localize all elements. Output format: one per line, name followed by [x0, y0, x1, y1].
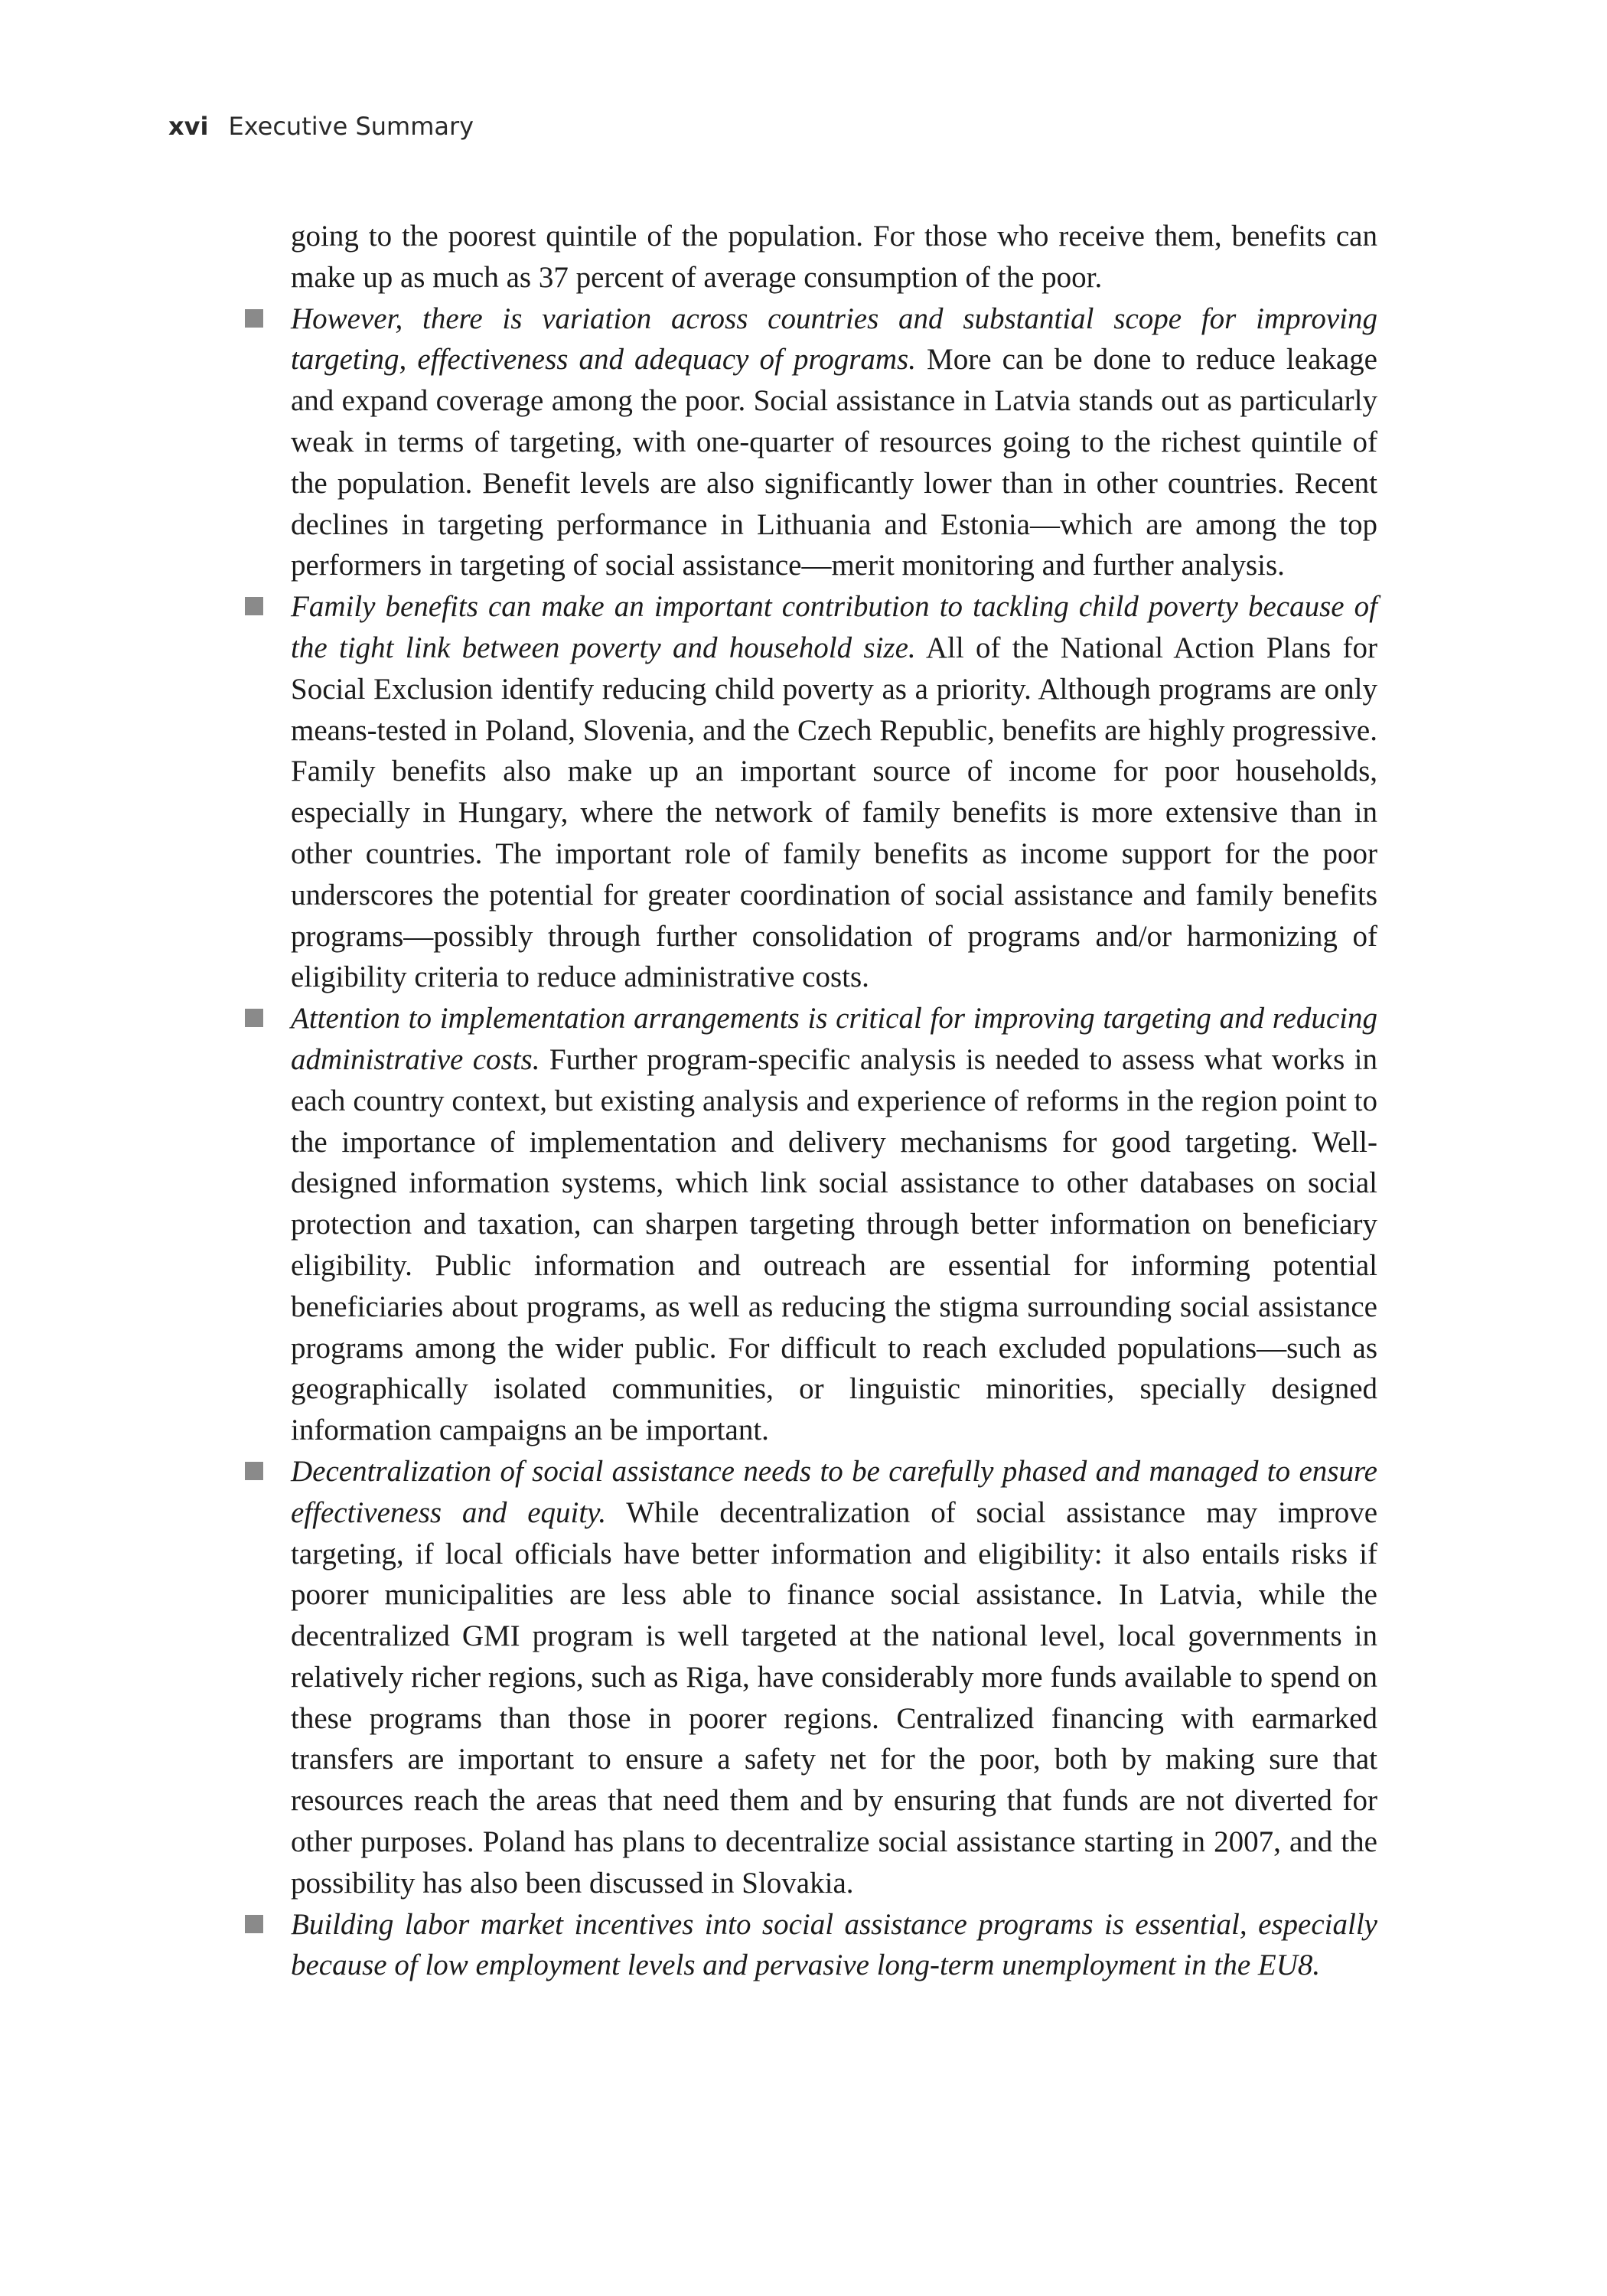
square-bullet-icon — [245, 597, 263, 615]
bullet-item — [291, 1904, 1377, 1987]
running-header — [168, 112, 474, 141]
square-bullet-icon — [245, 1009, 263, 1027]
bullet-body: All of the National Action Plans for Social Exclusion identify reducing child poverty as a priority. Although programs are only means-tested in Poland, Slovenia, and the Czech Republic, benefits are highly progressive. Family benefits also make up an important source of income for poor households, especially in Hungary, where the network of family benefits is more extensive than in other countries. The important role of family benefits as income support for the poor underscores the potential for greater coordination of social assistance and family benefits programs—possibly through further consolidation of programs and/or harmonizing of eligibility criteria to reduce administrative costs. — [291, 631, 1377, 994]
page-number: xvi — [168, 112, 209, 141]
bullet-paragraph — [291, 1451, 1377, 1904]
square-bullet-icon — [245, 1915, 263, 1933]
bullet-body: Further program-specific analysis is needed to assess what works in each country context, but existing analysis and experience of reforms in the region point to the importance of implementation and delivery mechanisms for good targeting. Well-designed information systems, which link social assistance to other databases on social protection and taxation, can sharpen targeting through better information on beneficiary eligibility. Public information and outreach are essential for informing potential beneficiaries about programs, as well as reducing the stigma surrounding social assistance programs among the wider public. For difficult to reach excluded populations—such as geographically isolated communities, or linguistic minorities, specially designed information campaigns an be important. — [291, 1042, 1377, 1447]
intro-paragraph: going to the poorest quintile of the population. For those who receive them, benefits can make up as much as 37 percent of average consumption of the poor. — [291, 220, 1377, 294]
bullet-lead: Family benefits can make an important contribution to tackling child poverty because of the tight link between poverty and household size. — [291, 590, 1377, 664]
bullet-lead: However, there is variation across countries and substantial scope for improving targeting, effectiveness and adequacy of programs. — [291, 302, 1377, 377]
bullet-paragraph — [291, 998, 1377, 1451]
bullet-paragraph — [291, 1904, 1377, 1987]
bullet-item — [291, 586, 1377, 998]
bullet-body: More can be done to reduce leakage and expand coverage among the poor. Social assistance in Latvia stands out as particularly weak in terms of targeting, with one-quarter of resources going to the richest quintile of the population. Benefit levels are also significantly lower than in other countries. Recent declines in targeting performance in Lithuania and Estonia—which are among the top performers in targeting of social assistance—merit monitoring and further analysis. — [291, 343, 1377, 582]
section-title: Executive Summary — [228, 112, 474, 141]
bullet-paragraph — [291, 586, 1377, 998]
bullet-lead: Building labor market incentives into social assistance programs is essential, especially because of low employment levels and pervasive long-term unemployment in the EU8. — [291, 1907, 1377, 1982]
body-text — [291, 216, 1377, 1986]
bullet-lead: Decentralization of social assistance needs to be carefully phased and managed to ensure effectiveness and equity. — [291, 1454, 1377, 1529]
bullet-item — [291, 298, 1377, 587]
bullet-paragraph — [291, 298, 1377, 587]
square-bullet-icon — [245, 309, 263, 328]
bullet-item — [291, 998, 1377, 1451]
square-bullet-icon — [245, 1462, 263, 1480]
bullet-item — [291, 1451, 1377, 1904]
bullet-lead: Attention to implementation arrangements is critical for improving targeting and reducing administrative costs. — [291, 1002, 1377, 1076]
bullet-body: While decentralization of social assistance may improve targeting, if local officials have better information and eligibility: it also entails risks if poorer municipalities are less able to finance social assistance. In Latvia, while the decentralized GMI program is well targeted at the national level, local governments in relatively richer regions, such as Riga, have considerably more funds available to spend on these programs than those in poorer regions. Centralized financing with earmarked transfers are important to ensure a safety net for the poor, both by making sure that resources reach the areas that need them and by ensuring that funds are not diverted for other purposes. Poland has plans to decentralize social assistance starting in 2007, and the possibility has also been discussed in Slovakia. — [291, 1495, 1378, 1900]
